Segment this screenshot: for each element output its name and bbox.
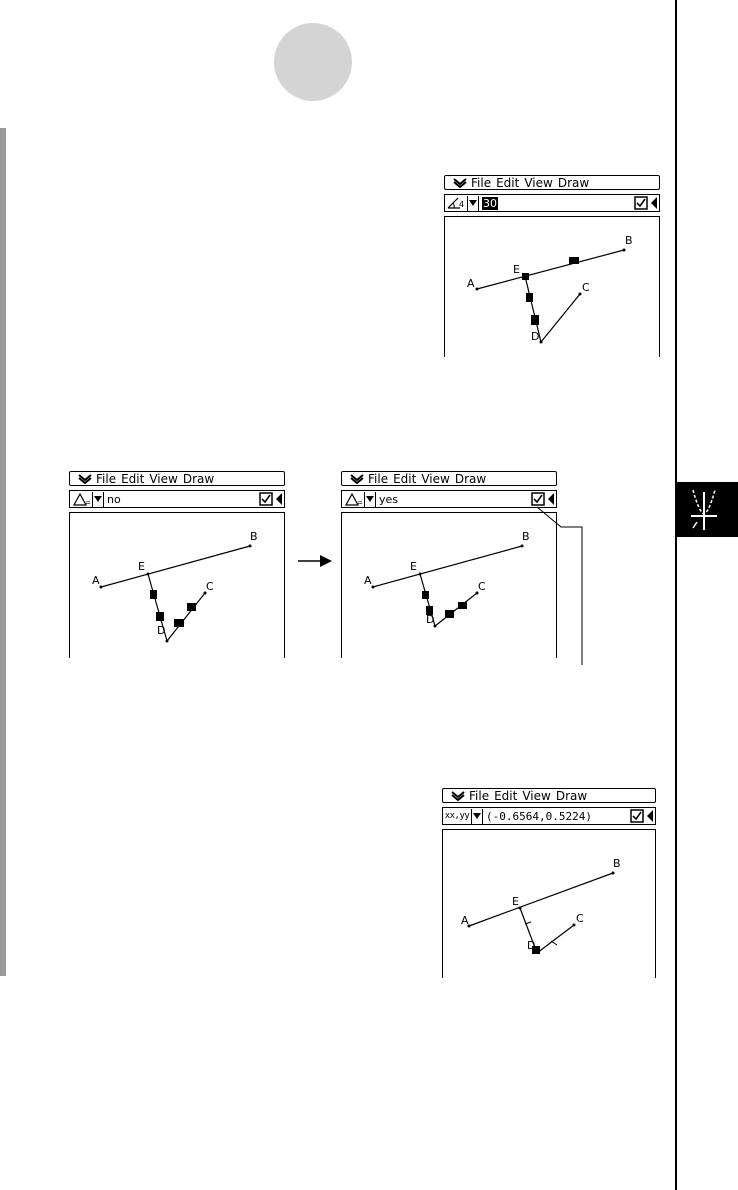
congruent-triangle-icon[interactable] [70,492,93,507]
geometry-canvas[interactable] [444,216,660,357]
apply-checkbox-icon[interactable] [530,492,546,507]
graph-chapter-icon [677,482,738,537]
menu-draw[interactable]: Draw [454,471,487,486]
coordinate-measure-icon[interactable]: xx,yy [443,809,472,824]
point-label-b: B [250,530,258,543]
measure-value-text: 30 [483,196,497,210]
screen-coordinates [442,788,656,978]
measure-toolbar [442,807,656,825]
menu-file[interactable]: File [471,175,492,190]
measure-dropdown-icon[interactable] [365,492,376,507]
apply-checkbox-icon[interactable] [633,196,649,211]
point-label-e: E [513,263,520,276]
angle-measure-icon[interactable] [445,196,468,211]
page-right-rule [675,0,677,1190]
point-label-c: C [206,580,214,593]
menu-draw[interactable]: Draw [557,175,590,190]
scroll-left-icon[interactable] [645,809,655,824]
point-label-b: B [522,530,530,543]
geometry-figure [443,830,655,979]
point-label-a: A [461,914,469,927]
menu-edit[interactable]: Edit [496,175,520,190]
menu-bar [442,788,656,803]
point-label-c: C [478,580,486,593]
measure-value-field[interactable]: (-0.6564,0.5224) [486,809,592,823]
measure-toolbar [69,490,285,508]
screen-congruent-no [69,471,285,658]
measure-dropdown-icon[interactable] [468,196,479,211]
menu-file[interactable]: File [368,471,389,486]
menu-view[interactable]: View [149,471,178,486]
transition-arrow-icon [298,554,334,568]
section-side-bar [0,128,6,976]
step-marker-circle [274,23,352,101]
congruent-triangle-icon[interactable] [342,492,365,507]
menu-file[interactable]: File [469,788,490,803]
menu-view[interactable]: View [421,471,450,486]
screen-measure-angle [444,175,660,357]
menu-chevron-icon[interactable] [346,474,368,484]
menu-bar [444,175,660,190]
point-label-e: E [512,895,519,908]
point-label-c: C [576,912,584,925]
measure-value-field[interactable] [479,197,633,210]
measure-value-field[interactable]: yes [379,492,399,506]
menu-edit[interactable]: Edit [393,471,417,486]
measure-toolbar [341,490,557,508]
apply-checkbox-icon[interactable] [629,809,645,824]
point-label-b: B [625,234,633,247]
svg-text:=: = [85,499,91,506]
point-label-e: E [138,560,145,573]
chapter-tab [677,482,738,537]
geometry-figure [445,217,659,358]
scroll-left-icon[interactable] [546,492,556,507]
menu-view[interactable]: View [524,175,553,190]
point-label-d: D [531,330,540,343]
point-label-d: D [426,613,435,626]
scroll-left-icon[interactable] [649,196,659,211]
menu-chevron-icon[interactable] [449,178,471,188]
point-label-d: D [157,624,166,637]
menu-bar [69,471,285,486]
geometry-canvas[interactable] [69,512,285,658]
menu-chevron-icon[interactable] [447,791,469,801]
menu-view[interactable]: View [522,788,551,803]
menu-draw[interactable]: Draw [555,788,588,803]
measure-dropdown-icon[interactable] [93,492,104,507]
point-label-a: A [364,574,372,587]
menu-edit[interactable]: Edit [494,788,518,803]
geometry-canvas[interactable] [442,829,656,978]
point-label-a: A [467,277,475,290]
point-label-d: D [527,939,536,952]
svg-text:4: 4 [459,200,465,209]
geometry-figure [70,513,284,659]
point-label-b: B [613,857,621,870]
menu-file[interactable]: File [96,471,117,486]
measure-toolbar [444,194,660,212]
geometry-figure [342,513,556,659]
point-label-a: A [92,574,100,587]
geometry-canvas[interactable] [341,512,557,658]
scroll-left-icon[interactable] [274,492,284,507]
point-label-e: E [410,560,417,573]
menu-chevron-icon[interactable] [74,474,96,484]
svg-text:=: = [357,499,363,506]
apply-checkbox-icon[interactable] [258,492,274,507]
menu-edit[interactable]: Edit [121,471,145,486]
measure-dropdown-icon[interactable] [472,809,483,824]
point-label-c: C [582,281,590,294]
screen-congruent-yes [341,471,557,658]
measure-value-field[interactable]: no [107,492,121,506]
menu-bar [341,471,557,486]
menu-draw[interactable]: Draw [182,471,215,486]
